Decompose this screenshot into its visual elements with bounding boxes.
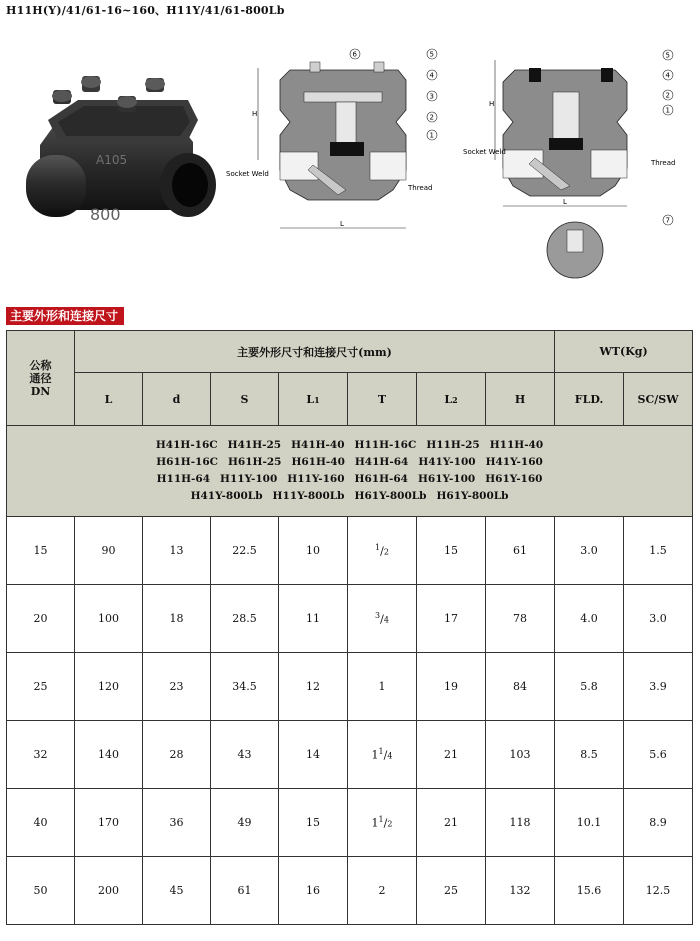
col-s-header: S — [211, 373, 279, 426]
photo-marking-material: A105 — [96, 153, 128, 167]
thread-label-a: Thread — [408, 184, 433, 192]
callout-a-1: 6 — [352, 50, 357, 59]
col-d-header: d — [143, 373, 211, 426]
dim-l-label-b: L — [563, 198, 567, 206]
page-title: H11H(Y)/41/61-16~160、H11Y/41/61-800Lb — [6, 4, 285, 17]
col-l-header: L — [75, 373, 143, 426]
col-h-header: H — [486, 373, 555, 426]
col-fld-header: FLD. — [555, 373, 624, 426]
callout-a-2: 5 — [429, 50, 434, 59]
valve-photo — [18, 60, 218, 250]
callout-b-5: 7 — [665, 216, 670, 225]
callout-a-4: 3 — [429, 92, 434, 101]
dim-l-label-a: L — [340, 220, 344, 228]
wt-header: WT(Kg) — [555, 331, 693, 373]
dim-h-label-b: H — [489, 100, 495, 108]
dn-header: 公称 通径 DN — [7, 331, 75, 426]
section-header: 主要外形和连接尺寸 — [6, 307, 124, 325]
callout-b-1: 5 — [665, 51, 670, 60]
table-row: 15 90 13 22.5 10 $^1$/2 15 61 3.0 1.5 — [7, 517, 693, 585]
table-row: 32 140 28 43 14 $1^1/4$ 21 103 8.5 5.6 — [7, 721, 693, 789]
valve-section-diagram-b — [455, 40, 695, 290]
model-list: H41H-16C H41H-25 H41H-40 H11H-16C H11H-25 H11H-40 H61H-16C H61H-25 H61H-40 H41H-64 H41Y-100 H41Y-160 H11H-64 H11Y-100 H11Y-160 H61H-64 H61Y-100 H61Y-160 H41Y-800Lb H11Y-800Lb H61Y-800Lb H61Y-800Lb — [7, 426, 693, 517]
callout-b-2: 4 — [665, 71, 670, 80]
callout-b-3: 2 — [665, 91, 670, 100]
col-l2-header: L2 — [417, 373, 486, 426]
callout-a-3: 4 — [429, 71, 434, 80]
col-t-header: T — [348, 373, 417, 426]
col-scsw-header: SC/SW — [624, 373, 693, 426]
table-row: 20 100 18 28.5 11 $^3$/4 17 78 4.0 3.0 — [7, 585, 693, 653]
dims-header: 主要外形尺寸和连接尺寸(mm) — [75, 331, 555, 373]
photo-marking-class: 800 — [90, 205, 121, 224]
callout-a-5: 2 — [429, 113, 434, 122]
callout-b-4: 1 — [665, 106, 670, 115]
callout-a-6: 1 — [429, 131, 434, 140]
valve-section-diagram-a — [218, 40, 443, 245]
table-row: 50 200 45 61 16 2 25 132 15.6 12.5 — [7, 857, 693, 925]
dim-h-label-a: H — [252, 110, 258, 118]
thread-label-b: Thread — [651, 159, 676, 167]
dimension-table — [6, 330, 693, 925]
table-row: 25 120 23 34.5 12 1 19 84 5.8 3.9 — [7, 653, 693, 721]
col-l1-header: L1 — [279, 373, 348, 426]
table-row: 40 170 36 49 15 $1^1/2$ 21 118 10.1 8.9 — [7, 789, 693, 857]
socket-weld-label-b: Socket Weld — [463, 148, 506, 156]
socket-weld-label-a: Socket Weld — [226, 170, 269, 178]
